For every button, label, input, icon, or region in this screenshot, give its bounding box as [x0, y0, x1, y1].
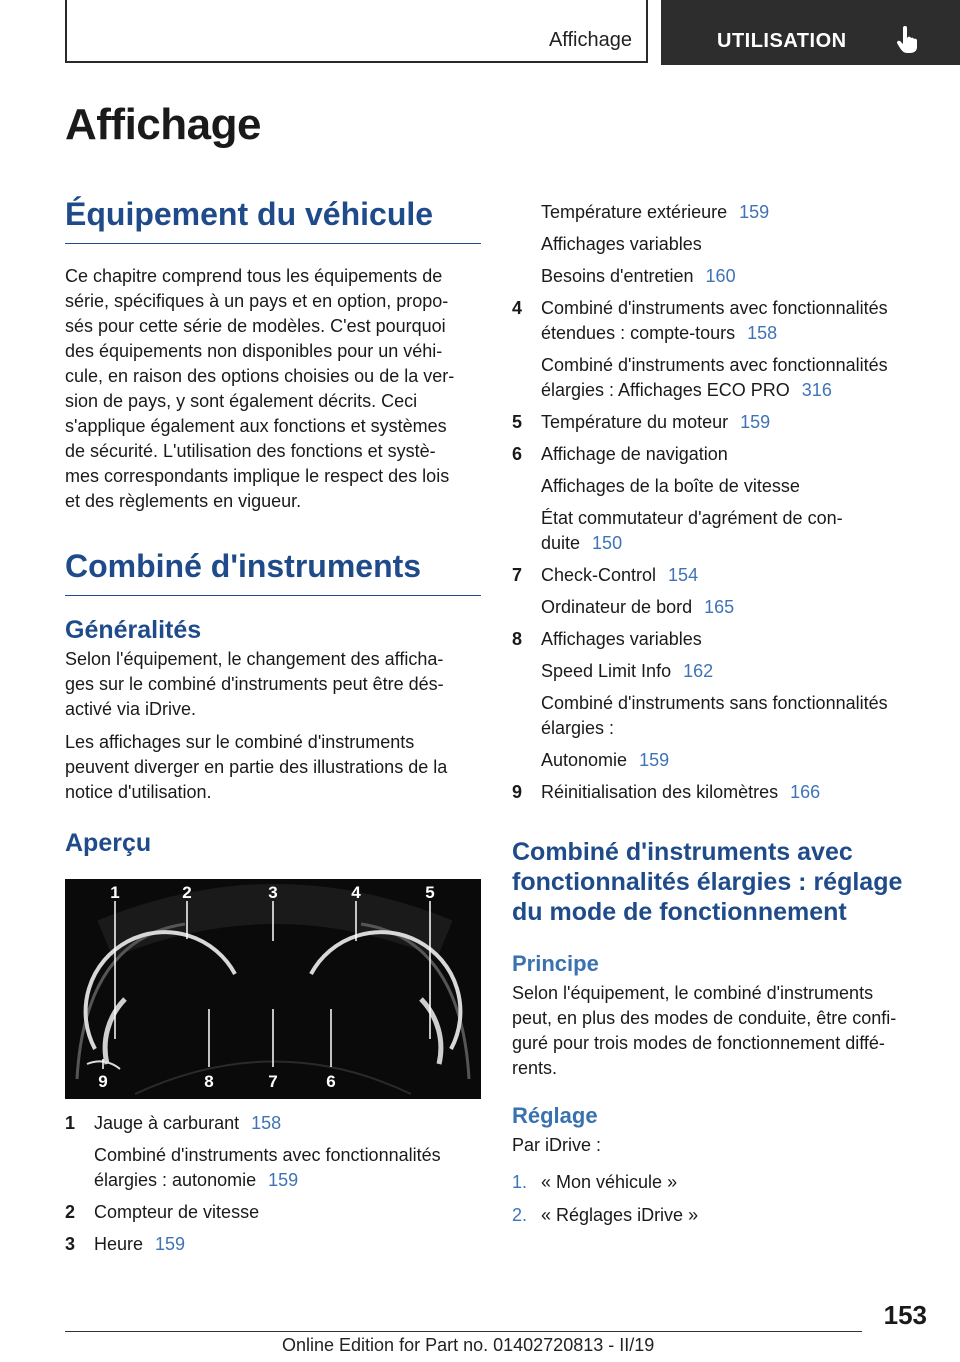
legend-item [65, 1111, 481, 1193]
footer-divider [65, 1331, 862, 1332]
page-number: 153 [883, 1300, 927, 1330]
legend-number: 9 [512, 782, 523, 802]
legend-text: Affichages variables [541, 629, 702, 649]
legend-number: 2 [65, 1202, 76, 1222]
legend-text: duite [541, 533, 581, 553]
section-heading-reglage-mode [512, 837, 928, 927]
instrument-cluster-drawing [65, 879, 481, 1099]
legend-text: Check-Control [541, 565, 657, 585]
body-line: guré pour trois modes de fonctionnement diffé- [512, 1033, 885, 1053]
figure-label: 7 [268, 1072, 278, 1091]
page-reference-link[interactable]: 158 [747, 323, 778, 343]
instrument-cluster-figure [65, 879, 481, 1099]
legend-text: Jauge à carburant [94, 1113, 240, 1133]
figure-label: 2 [182, 883, 192, 902]
header-chapter-tab [661, 0, 960, 65]
legend-continuation [512, 200, 928, 289]
legend-item [512, 410, 928, 435]
page-reference-link[interactable]: 166 [790, 782, 821, 802]
page-title: Affichage [65, 100, 261, 149]
page-reference-link[interactable]: 159 [155, 1234, 186, 1254]
legend-left [65, 1111, 481, 1257]
legend-item [512, 627, 928, 773]
subheading-apercu: Aperçu [65, 829, 152, 857]
body-line: Selon l'équipement, le changement des afficha- [65, 649, 444, 669]
legend-text: Combiné d'instruments avec fonctionnalités [94, 1145, 441, 1165]
subheading-reglage: Réglage [512, 1103, 598, 1128]
header-chapter-title: UTILISATION [717, 30, 847, 52]
legend-text: étendues : compte-tours [541, 323, 736, 343]
figure-label: 9 [98, 1072, 108, 1091]
legend-number: 5 [512, 412, 523, 432]
body-line: cule, en raison des options choisies ou de la ver- [65, 366, 455, 386]
body-line: s'applique également aux fonctions et systèmes [65, 416, 447, 436]
body-line: et des règlements en vigueur. [65, 491, 302, 511]
legend-text: État commutateur d'agrément de con- [541, 508, 843, 528]
body-line: série, spécifiques à un pays et en option, propo- [65, 291, 449, 311]
section-heading-combine: Combiné d'instruments [65, 548, 481, 596]
legend-number: 1 [65, 1113, 76, 1133]
page-reference-link[interactable]: 159 [268, 1170, 299, 1190]
heading-line: Combiné d'instruments avec [512, 838, 853, 866]
legend-item [512, 780, 928, 805]
legend-text: élargies : autonomie [94, 1170, 257, 1190]
legend-text: Température du moteur [541, 412, 729, 432]
legend-text: Besoins d'entretien [541, 266, 694, 286]
step-number: 1. [512, 1172, 528, 1192]
body-line: peut, en plus des modes de conduite, être confi- [512, 1008, 897, 1028]
legend-text: Température extérieure [541, 202, 728, 222]
body-line: rents. [512, 1058, 558, 1078]
page-reference-link[interactable]: 159 [740, 412, 771, 432]
edition-note: Online Edition for Part no. 01402720813 - II/19 [282, 1335, 655, 1355]
body-line: Les affichages sur le combiné d'instruments [65, 732, 415, 752]
subheading-principe: Principe [512, 951, 599, 976]
body-line: activé via iDrive. [65, 699, 197, 719]
legend-text: Ordinateur de bord [541, 597, 693, 617]
page-reference-link[interactable]: 316 [801, 380, 832, 400]
body-line: sion de pays, y sont également décrits. Ceci [65, 391, 418, 411]
legend-item [512, 442, 928, 556]
legend-number: 6 [512, 444, 523, 464]
page-reference-link[interactable]: 162 [683, 661, 714, 681]
legend-number: 3 [65, 1234, 76, 1254]
legend-text: Réinitialisation des kilomètres [541, 782, 779, 802]
right-column [512, 200, 928, 1228]
legend-text: Affichage de navigation [541, 444, 728, 464]
page-reference-link[interactable]: 160 [705, 266, 736, 286]
body-line: mes correspondants implique le respect des lois [65, 466, 450, 486]
body-line: peuvent diverger en partie des illustrations de la [65, 757, 448, 777]
legend-text: Affichages de la boîte de vitesse [541, 476, 800, 496]
step-text: « Réglages iDrive » [541, 1205, 699, 1225]
legend-item [512, 563, 928, 620]
left-column [65, 196, 481, 858]
legend-text: Combiné d'instruments avec fonctionnalités [541, 298, 888, 318]
page-reference-link[interactable]: 159 [639, 750, 670, 770]
legend-text: Combiné d'instruments sans fonctionnalités [541, 693, 888, 713]
body-line: Selon l'équipement, le combiné d'instruments [512, 983, 874, 1003]
section-equipement-body [65, 264, 481, 514]
legend-text: Speed Limit Info [541, 661, 672, 681]
legend-number: 8 [512, 629, 523, 649]
legend-text: élargies : [541, 718, 615, 738]
legend-item [65, 1200, 481, 1225]
body-line: notice d'utilisation. [65, 782, 212, 802]
figure-label: 1 [110, 883, 120, 902]
legend-text: Autonomie [541, 750, 628, 770]
figure-label: 4 [351, 883, 361, 902]
page-reference-link[interactable]: 158 [251, 1113, 282, 1133]
body-line: sés pour cette série de modèles. C'est pourquoi [65, 316, 446, 336]
legend-number: 4 [512, 298, 523, 318]
figure-label: 3 [268, 883, 278, 902]
body-line: Ce chapitre comprend tous les équipements de [65, 266, 443, 286]
legend-text: élargies : Affichages ECO PRO [541, 380, 790, 400]
section-heading-equipement: Équipement du véhicule [65, 196, 481, 244]
page-reference-link[interactable]: 159 [739, 202, 770, 222]
heading-line: fonctionnalités élargies : réglage [512, 868, 903, 896]
legend-text: Compteur de vitesse [94, 1202, 260, 1222]
figure-label: 5 [425, 883, 435, 902]
subheading-generalites: Généralités [65, 616, 202, 644]
figure-label: 6 [326, 1072, 336, 1091]
body-line: de sécurité. L'utilisation des fonctions et systè- [65, 441, 436, 461]
step-text: « Mon véhicule » [541, 1172, 678, 1192]
step-number: 2. [512, 1205, 528, 1225]
legend-item [512, 296, 928, 403]
legend-text: Combiné d'instruments avec fonctionnalités [541, 355, 888, 375]
legend-text: Affichages variables [541, 234, 702, 254]
figure-label: 8 [204, 1072, 214, 1091]
step-item [512, 1170, 928, 1195]
header-section-box [65, 0, 648, 63]
body-line: des équipements non disponibles pour un véhi- [65, 341, 443, 361]
page-reference-link[interactable]: 154 [668, 565, 699, 585]
header-section-title: Affichage [548, 29, 632, 51]
legend-item [65, 1232, 481, 1257]
body-line: Par iDrive : [512, 1135, 602, 1155]
hand-pointer-icon [895, 26, 921, 54]
heading-line: du mode de fonctionnement [512, 898, 847, 926]
legend-number: 7 [512, 565, 523, 585]
page-reference-link[interactable]: 165 [704, 597, 735, 617]
body-line: ges sur le combiné d'instruments peut être dés- [65, 674, 444, 694]
legend-text: Heure [94, 1234, 144, 1254]
step-item [512, 1203, 928, 1228]
page-reference-link[interactable]: 150 [592, 533, 623, 553]
